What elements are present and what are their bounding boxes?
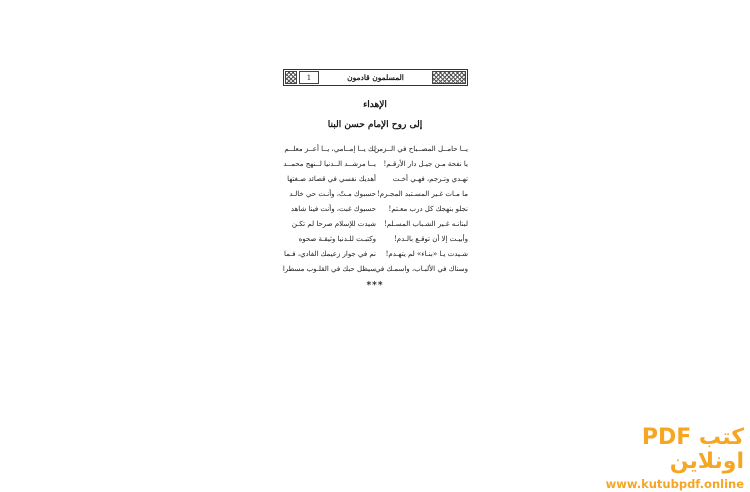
poem-couplet: [282, 262, 468, 277]
dedication-subtitle: إلى روح الإمام حسن البنا: [327, 120, 423, 130]
page-number: 1: [299, 71, 319, 84]
poem-couplet: [290, 202, 468, 217]
poem-first-hemistich: سيظل حبك في القلـوب مسطرا: [282, 265, 376, 273]
poem-first-hemistich: نم في جوار زعيمك الفادي، فـما: [284, 250, 376, 258]
poem-second-hemistich: وأبيـت إلا أن توقـع بالـدم!: [393, 235, 468, 243]
watermark-logo: كتب PDF اونلاين: [641, 425, 744, 474]
poem-first-hemistich: حسبوك غبت، وأنت فينا شاهد: [290, 205, 376, 213]
poem-first-hemistich: أهديك نفسي في قصائد صـغتها: [287, 175, 376, 183]
poem-second-hemistich: يا نفحة مـن جيـل دار الأرقـم!: [383, 160, 468, 168]
poem-first-hemistich: حسبوك مـتّ، وأنـت حي خالـد: [289, 190, 376, 198]
poem-couplet: [284, 142, 468, 157]
poem-couplet: [290, 187, 468, 202]
poem-couplet: [284, 247, 468, 262]
running-header: [283, 69, 468, 86]
ornament-left-icon: [285, 71, 297, 84]
poem-second-hemistich: وسناك في الألبـاب، واسمـك في: [375, 265, 468, 273]
poem-couplet: [283, 157, 468, 172]
ornament-right-icon: [432, 71, 466, 84]
poem-first-hemistich: لك يــا إمــامي، يــا أعــز معلــم: [284, 145, 376, 153]
dedication-title: الإهداء: [363, 100, 387, 110]
poem-couplet: [287, 172, 468, 187]
section-separator: ***: [366, 281, 384, 291]
poem-couplet: [290, 232, 468, 247]
poem-second-hemistich: يــا حامــل المصــباح في الــزمن: [373, 145, 468, 153]
poem-first-hemistich: يــا مرشــد الــدنيا لــنهج محمــد: [283, 160, 376, 168]
watermark-url[interactable]: www.kutubpdf.online: [605, 477, 744, 491]
poem-couplet: [290, 217, 468, 232]
poem-second-hemistich: ما مـات غـير المسـتبد المجـرم!: [376, 190, 468, 198]
poem-first-hemistich: شيدت للإسلام صرحا لم تكـن: [291, 220, 376, 228]
poem-first-hemistich: وكتبـت للـدنيا وثيقـة صحوه: [298, 235, 376, 243]
watermark: [584, 426, 744, 492]
header-title: المسلمون قادمون: [347, 73, 404, 82]
poem: [282, 142, 468, 277]
poem-second-hemistich: نجلو بنهجك كل درب معـتم!: [388, 205, 468, 213]
poem-second-hemistich: شـيدت يـا «بنـاء» لم يتهـدم!: [385, 250, 468, 258]
poem-second-hemistich: لبنانـه غـير الشـباب المسـلم!: [383, 220, 468, 228]
poem-second-hemistich: تهـدي وتـرجم، فهـي أخـت: [392, 175, 468, 183]
